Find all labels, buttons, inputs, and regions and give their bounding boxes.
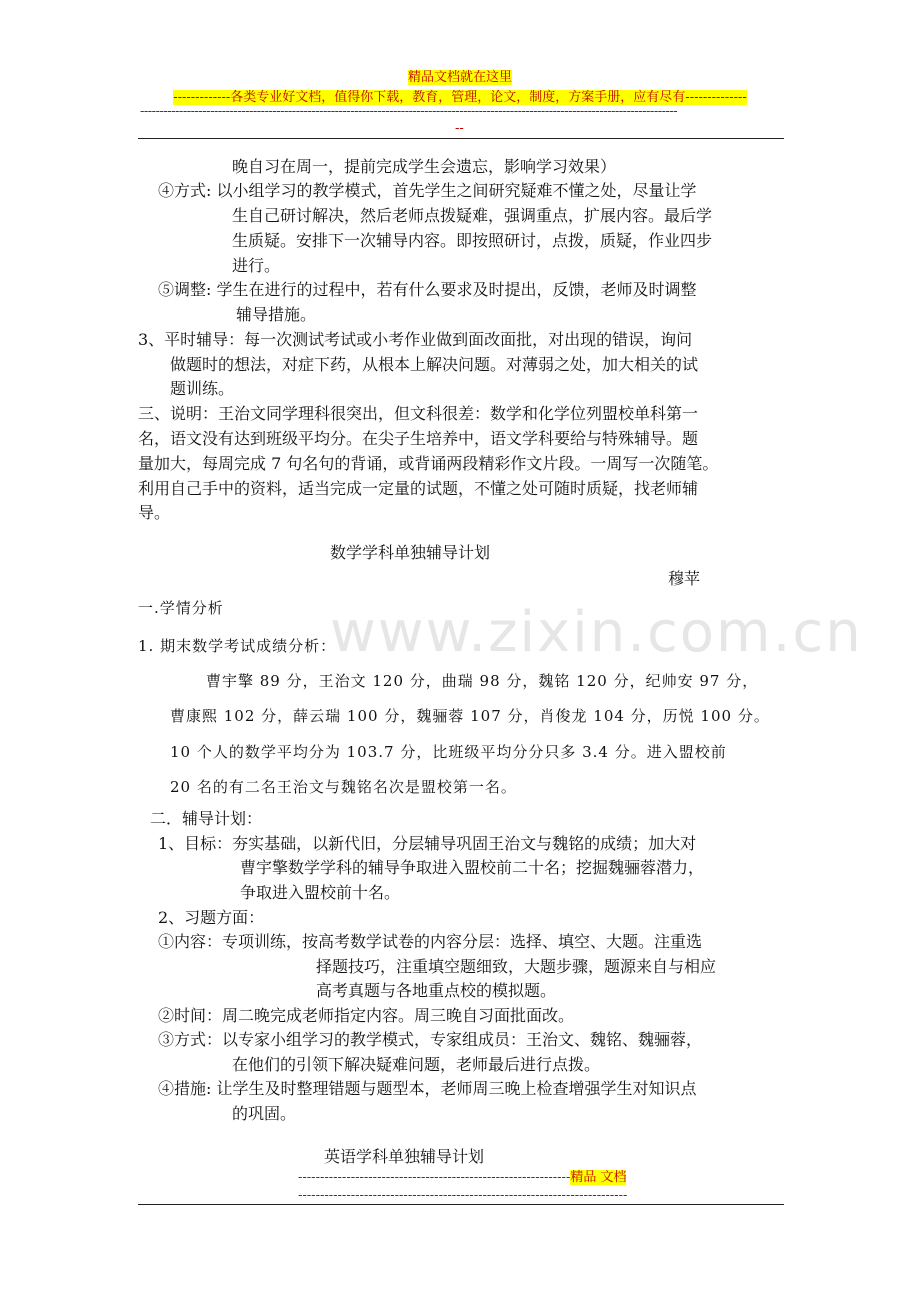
body-line: ⑤调整: 学生在进行的过程中，若有什么要求及时提出，反馈，老师及时调整 — [158, 280, 697, 299]
plan-line: 择题技巧，注重填空题细致，大题步骤，题源来自与相应 — [316, 957, 717, 976]
plan-line: ④措施: 让学生及时整理错题与题型本，老师周三晚上检查增强学生对知识点 — [158, 1079, 697, 1098]
plan-line: ②时间：周二晚完成老师指定内容。周三晚自习面批面改。 — [158, 1006, 575, 1025]
score-line: 20 名的有二名王治文与魏铭名次是盟校第一名。 — [170, 778, 517, 796]
body-line: 进行。 — [232, 256, 281, 275]
plan-line: 曹宇擎数学学科的辅导争取进入盟校前二十名；挖掘魏骊蓉潜力， — [240, 858, 705, 877]
section-heading: 1. 期末数学考试成绩分析： — [138, 637, 337, 655]
body-line: 三、说明：王治文同学理科很突出，但文科很差：数学和化学位列盟校单科第一 — [138, 404, 699, 423]
plan-line: 高考真题与各地重点校的模拟题。 — [316, 981, 557, 1000]
footer-dash-2: --------------------------------------------------------------------------- — [298, 1188, 628, 1203]
header-subtitle: -------------各类专业好文档，值得你下载，教育，管理，论文，制度，方案手册，应有尽有-------------- — [173, 90, 747, 105]
header-dash-line-2: -- — [455, 121, 464, 136]
plan-line: 2、习题方面： — [158, 908, 265, 927]
math-plan-author: 穆苹 — [668, 569, 701, 588]
body-line: 生自己研讨解决，然后老师点拨疑难，强调重点，扩展内容。最后学 — [232, 206, 713, 225]
header-subtitle-wrap — [0, 86, 920, 106]
plan-line: 争取进入盟校前十名。 — [240, 883, 401, 902]
plan-heading: 二．辅导计划： — [150, 809, 263, 828]
footer-line-2 — [298, 1188, 627, 1204]
score-line: 10 个人的数学平均分为 103.7 分，比班级平均分分只多 3.4 分。进入盟校前 — [170, 743, 727, 761]
body-line: 导。 — [138, 503, 171, 522]
header-title-wrap — [0, 66, 920, 86]
footer-mark: 精品 文档 — [570, 1170, 627, 1185]
body-line: 晚自习在周一，提前完成学生会遗忘，影响学习效果） — [232, 157, 617, 176]
body-line: 量加大，每周完成 7 句名句的背诵，或背诵两段精彩作文片段。一周写一次随笔。 — [138, 454, 719, 473]
english-plan-title: 英语学科单独辅导计划 — [324, 1147, 485, 1166]
score-line: 曹宇擎 89 分，王治文 120 分，曲瑞 98 分，魏铭 120 分，纪帅安 97 分， — [206, 672, 759, 690]
footer-rule — [138, 1204, 784, 1205]
plan-line: ③方式：以专家小组学习的教学模式，专家组成员：王治文、魏铭、魏骊蓉， — [158, 1030, 703, 1049]
header-dash-line: ------------------------------------------------------------------------------------------------------------------------------------------ — [140, 104, 678, 119]
footer-line-1 — [298, 1170, 626, 1186]
body-line: 辅导措施。 — [236, 305, 317, 324]
plan-line: 的巩固。 — [232, 1104, 297, 1123]
body-line: 利用自己手中的资料，适当完成一定量的试题，不懂之处可随时质疑，找老师辅 — [138, 479, 699, 498]
plan-line: ①内容：专项训练，按高考数学试卷的内容分层：选择、填空、大题。注重选 — [158, 932, 703, 951]
header-title: 精品文档就在这里 — [407, 70, 512, 85]
body-line: 做题时的想法，对症下药，从根本上解决问题。对薄弱之处，加大相关的试 — [170, 355, 699, 374]
plan-line: 在他们的引领下解决疑难问题，老师最后进行点拨。 — [232, 1055, 601, 1074]
header-rule — [138, 138, 784, 139]
footer-dash: -------------------------------------------------------------- — [298, 1170, 571, 1185]
math-plan-title: 数学学科单独辅导计划 — [330, 543, 491, 562]
watermark: www.zixin.com.cn — [330, 600, 863, 665]
body-line: 3、平时辅导：每一次测试考试或小考作业做到面改面批，对出现的错误，询问 — [138, 330, 693, 349]
section-heading: 一.学情分析 — [138, 599, 224, 617]
score-line: 曹康熙 102 分，薛云瑞 100 分，魏骊蓉 107 分，肖俊龙 104 分，历悦 100 分。 — [170, 707, 770, 725]
body-line: ④方式: 以小组学习的教学模式，首先学生之间研究疑难不懂之处，尽量让学 — [158, 181, 697, 200]
body-line: 名，语文没有达到班级平均分。在尖子生培养中，语文学科要给与特殊辅导。题 — [138, 429, 699, 448]
plan-line: 1、目标：夯实基础，以新代旧，分层辅导巩固王治文与魏铭的成绩；加大对 — [158, 834, 697, 853]
body-line: 题训练。 — [170, 379, 235, 398]
body-line: 生质疑。安排下一次辅导内容。即按照研讨，点拨，质疑，作业四步 — [232, 231, 713, 250]
